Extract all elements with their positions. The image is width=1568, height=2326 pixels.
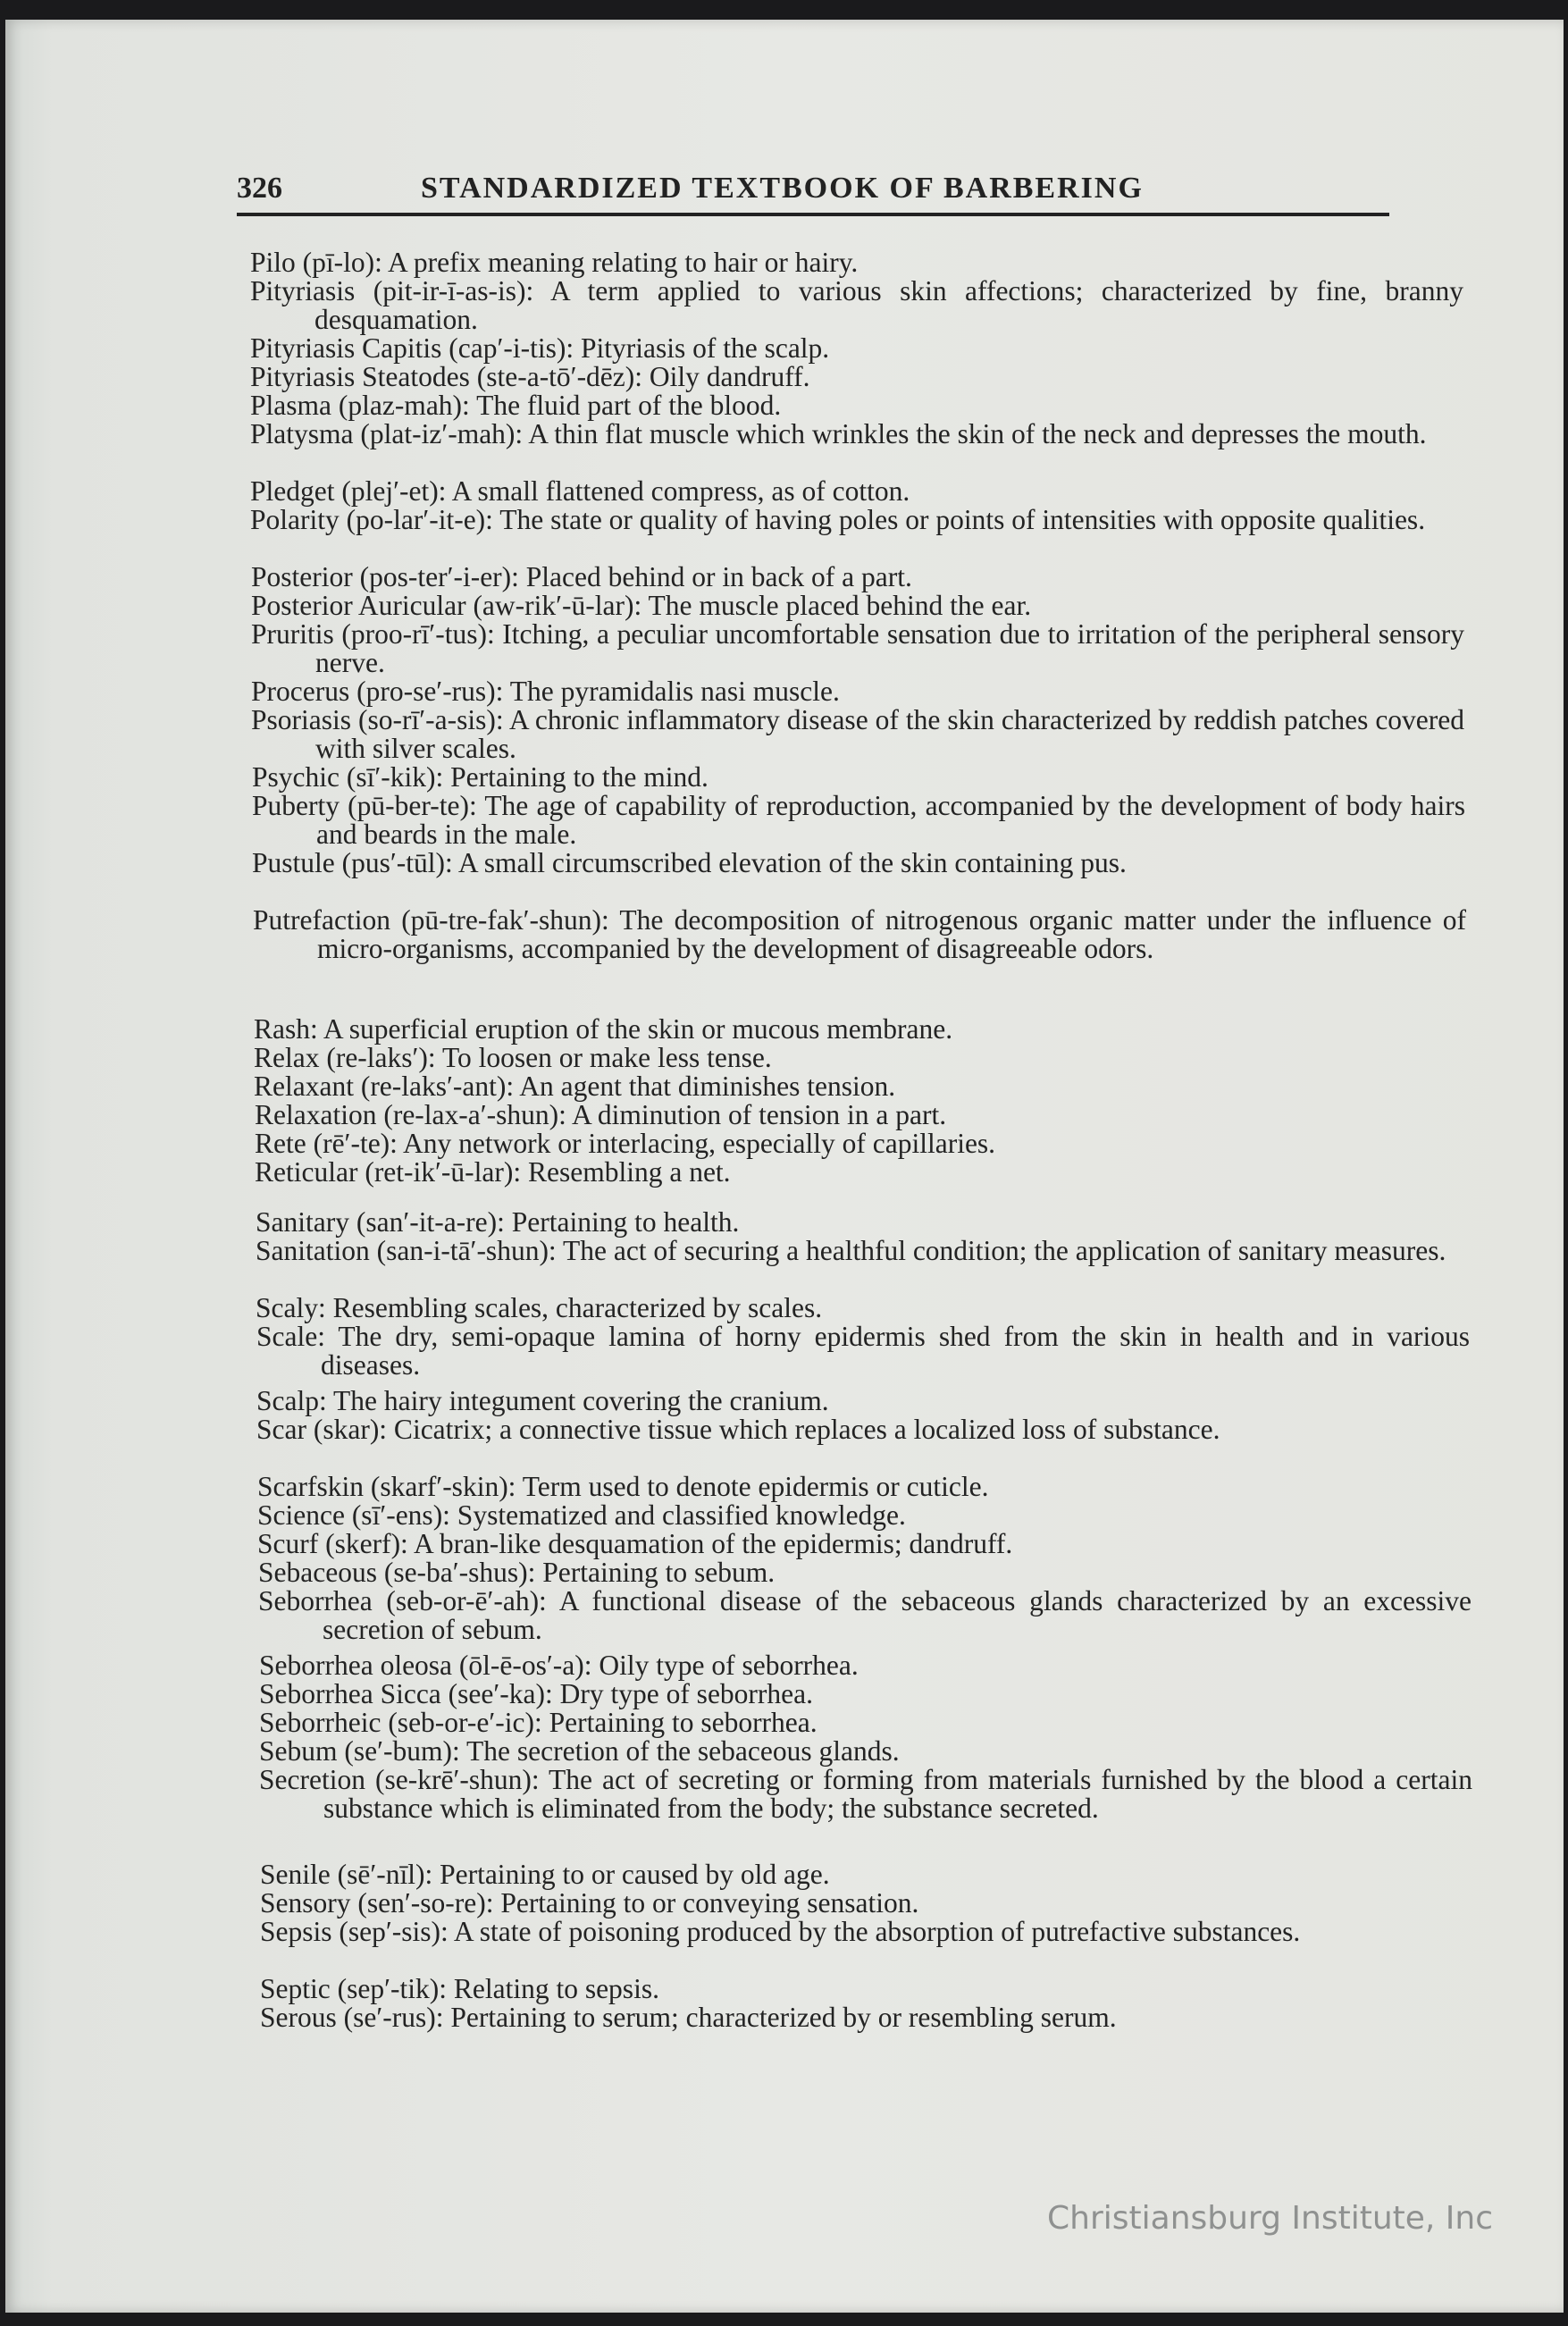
- glossary-entry: Platysma (plat-iz′-mah): A thin flat muscle which wrinkles the skin of the neck and depresses the mouth.: [250, 418, 1427, 449]
- glossary-entry: Seborrheic (seb-or-e′-ic): Pertaining to seborrhea.: [259, 1707, 818, 1738]
- glossary-entry: Scurf (skerf): A bran-like desquamation of the epidermis; dandruff.: [257, 1528, 1013, 1559]
- glossary-entry: Relaxant (re-laks′-ant): An agent that diminishes tension.: [254, 1071, 896, 1102]
- glossary-entry: Puberty (pū-ber-te): The age of capability of reproduction, accompanied by the development of body hairs and beards in the male.: [252, 790, 1465, 850]
- glossary-entry: Pruritis (proo-rī′-tus): Itching, a peculiar uncomfortable sensation due to irritation of the peripheral sensory nerve.: [251, 618, 1464, 678]
- glossary-entry: Sepsis (sep′-sis): A state of poisoning produced by the absorption of putrefactive substances.: [260, 1916, 1301, 1947]
- glossary-entry: Sanitation (san-i-tā′-shun): The act of securing a healthful condition; the application of sanitary measures.: [256, 1235, 1446, 1266]
- glossary-entry: Sebum (se′-bum): The secretion of the sebaceous glands.: [259, 1735, 900, 1767]
- glossary-entry: Pledget (plej′-et): A small flattened compress, as of cotton.: [250, 475, 910, 507]
- watermark: Christiansburg Institute, Inc: [1047, 2200, 1494, 2237]
- glossary-entry: Secretion (se-krē′-shun): The act of secreting or forming from materials furnished by the blood a certain substance which is eliminated from the body; the substance secreted.: [259, 1764, 1472, 1824]
- glossary-entry: Relaxation (re-lax-a′-shun): A diminution of tension in a part.: [255, 1099, 947, 1130]
- glossary-entry: Pityriasis Capitis (cap′-i-tis): Pityriasis of the scalp.: [250, 332, 830, 364]
- glossary-entry: Posterior (pos-ter′-i-er): Placed behind or in back of a part.: [251, 561, 912, 592]
- glossary-entry: Rash: A superficial eruption of the skin or mucous membrane.: [254, 1013, 953, 1045]
- glossary-entry: Scalp: The hairy integument covering the cranium.: [256, 1385, 829, 1416]
- page-header: [237, 166, 1389, 216]
- glossary-entry: Scale: The dry, semi-opaque lamina of horny epidermis shed from the skin in health and in various diseases.: [256, 1321, 1470, 1381]
- glossary-entry: Posterior Auricular (aw-rik′-ū-lar): The muscle placed behind the ear.: [251, 590, 1032, 621]
- glossary-entry: Rete (rē′-te): Any network or interlacing, especially of capillaries.: [255, 1128, 996, 1159]
- glossary-entry: Pityriasis (pit-ir-ī-as-is): A term applied to various skin affections; characterized by fine, branny desquamation.: [250, 275, 1463, 335]
- glossary-entry: Serous (se′-rus): Pertaining to serum; characterized by or resembling serum.: [260, 2002, 1117, 2033]
- glossary-entry: Polarity (po-lar′-it-e): The state or quality of having poles or points of intensities with opposite qualities.: [250, 504, 1426, 535]
- glossary-entry: Seborrhea oleosa (ōl-ē-os′-a): Oily type of seborrhea.: [259, 1650, 859, 1681]
- glossary-entry: Plasma (plaz-mah): The fluid part of the blood.: [250, 390, 782, 421]
- glossary-entry: Pustule (pus′-tūl): A small circumscribed elevation of the skin containing pus.: [252, 847, 1127, 878]
- glossary-entry: Sebaceous (se-ba′-shus): Pertaining to sebum.: [258, 1557, 776, 1588]
- glossary-entry: Scarfskin (skarf′-skin): Term used to denote epidermis or cuticle.: [257, 1471, 989, 1502]
- glossary-entry: Senile (sē′-nīl): Pertaining to or caused by old age.: [260, 1859, 830, 1890]
- glossary-entry: Septic (sep′-tik): Relating to sepsis.: [260, 1973, 659, 2004]
- glossary-entry: Pilo (pī-lo): A prefix meaning relating to hair or hairy.: [250, 247, 859, 278]
- glossary-entry: Putrefaction (pū-tre-fak′-shun): The decomposition of nitrogenous organic matter under the influence of micro-organisms, accompanied by the development of disagreeable odors.: [253, 904, 1466, 964]
- glossary-entry: Seborrhea Sicca (see′-ka): Dry type of seborrhea.: [259, 1678, 813, 1709]
- page-number: 326: [237, 172, 282, 205]
- glossary-entry: Procerus (pro-se′-rus): The pyramidalis nasi muscle.: [251, 676, 840, 707]
- glossary-entry: Reticular (ret-ik′-ū-lar): Resembling a net.: [255, 1156, 731, 1188]
- glossary-entry: Seborrhea (seb-or-ē′-ah): A functional disease of the sebaceous glands characterized by an excessive secretion of sebum.: [258, 1585, 1472, 1645]
- running-title: STANDARDIZED TEXTBOOK OF BARBERING: [421, 172, 1144, 205]
- glossary-entry: Pityriasis Steatodes (ste-a-tō′-dēz): Oily dandruff.: [250, 361, 810, 392]
- glossary-entry: Relax (re-laks′): To loosen or make less tense.: [254, 1042, 772, 1073]
- glossary-entry: Scaly: Resembling scales, characterized by scales.: [256, 1292, 823, 1323]
- glossary-entry: Psoriasis (so-rī′-a-sis): A chronic inflammatory disease of the skin characterized by reddish patches covered with silver scales.: [251, 704, 1464, 764]
- glossary-entry: Psychic (sī′-kik): Pertaining to the mind.: [252, 761, 709, 793]
- glossary-entry: Scar (skar): Cicatrix; a connective tissue which replaces a localized loss of substance.: [256, 1414, 1220, 1445]
- glossary-entry: Science (sī′-ens): Systematized and classified knowledge.: [257, 1499, 906, 1531]
- glossary-entry: Sensory (sen′-so-re): Pertaining to or conveying sensation.: [260, 1887, 919, 1919]
- glossary-entry: Sanitary (san′-it-a-re): Pertaining to health.: [256, 1206, 740, 1238]
